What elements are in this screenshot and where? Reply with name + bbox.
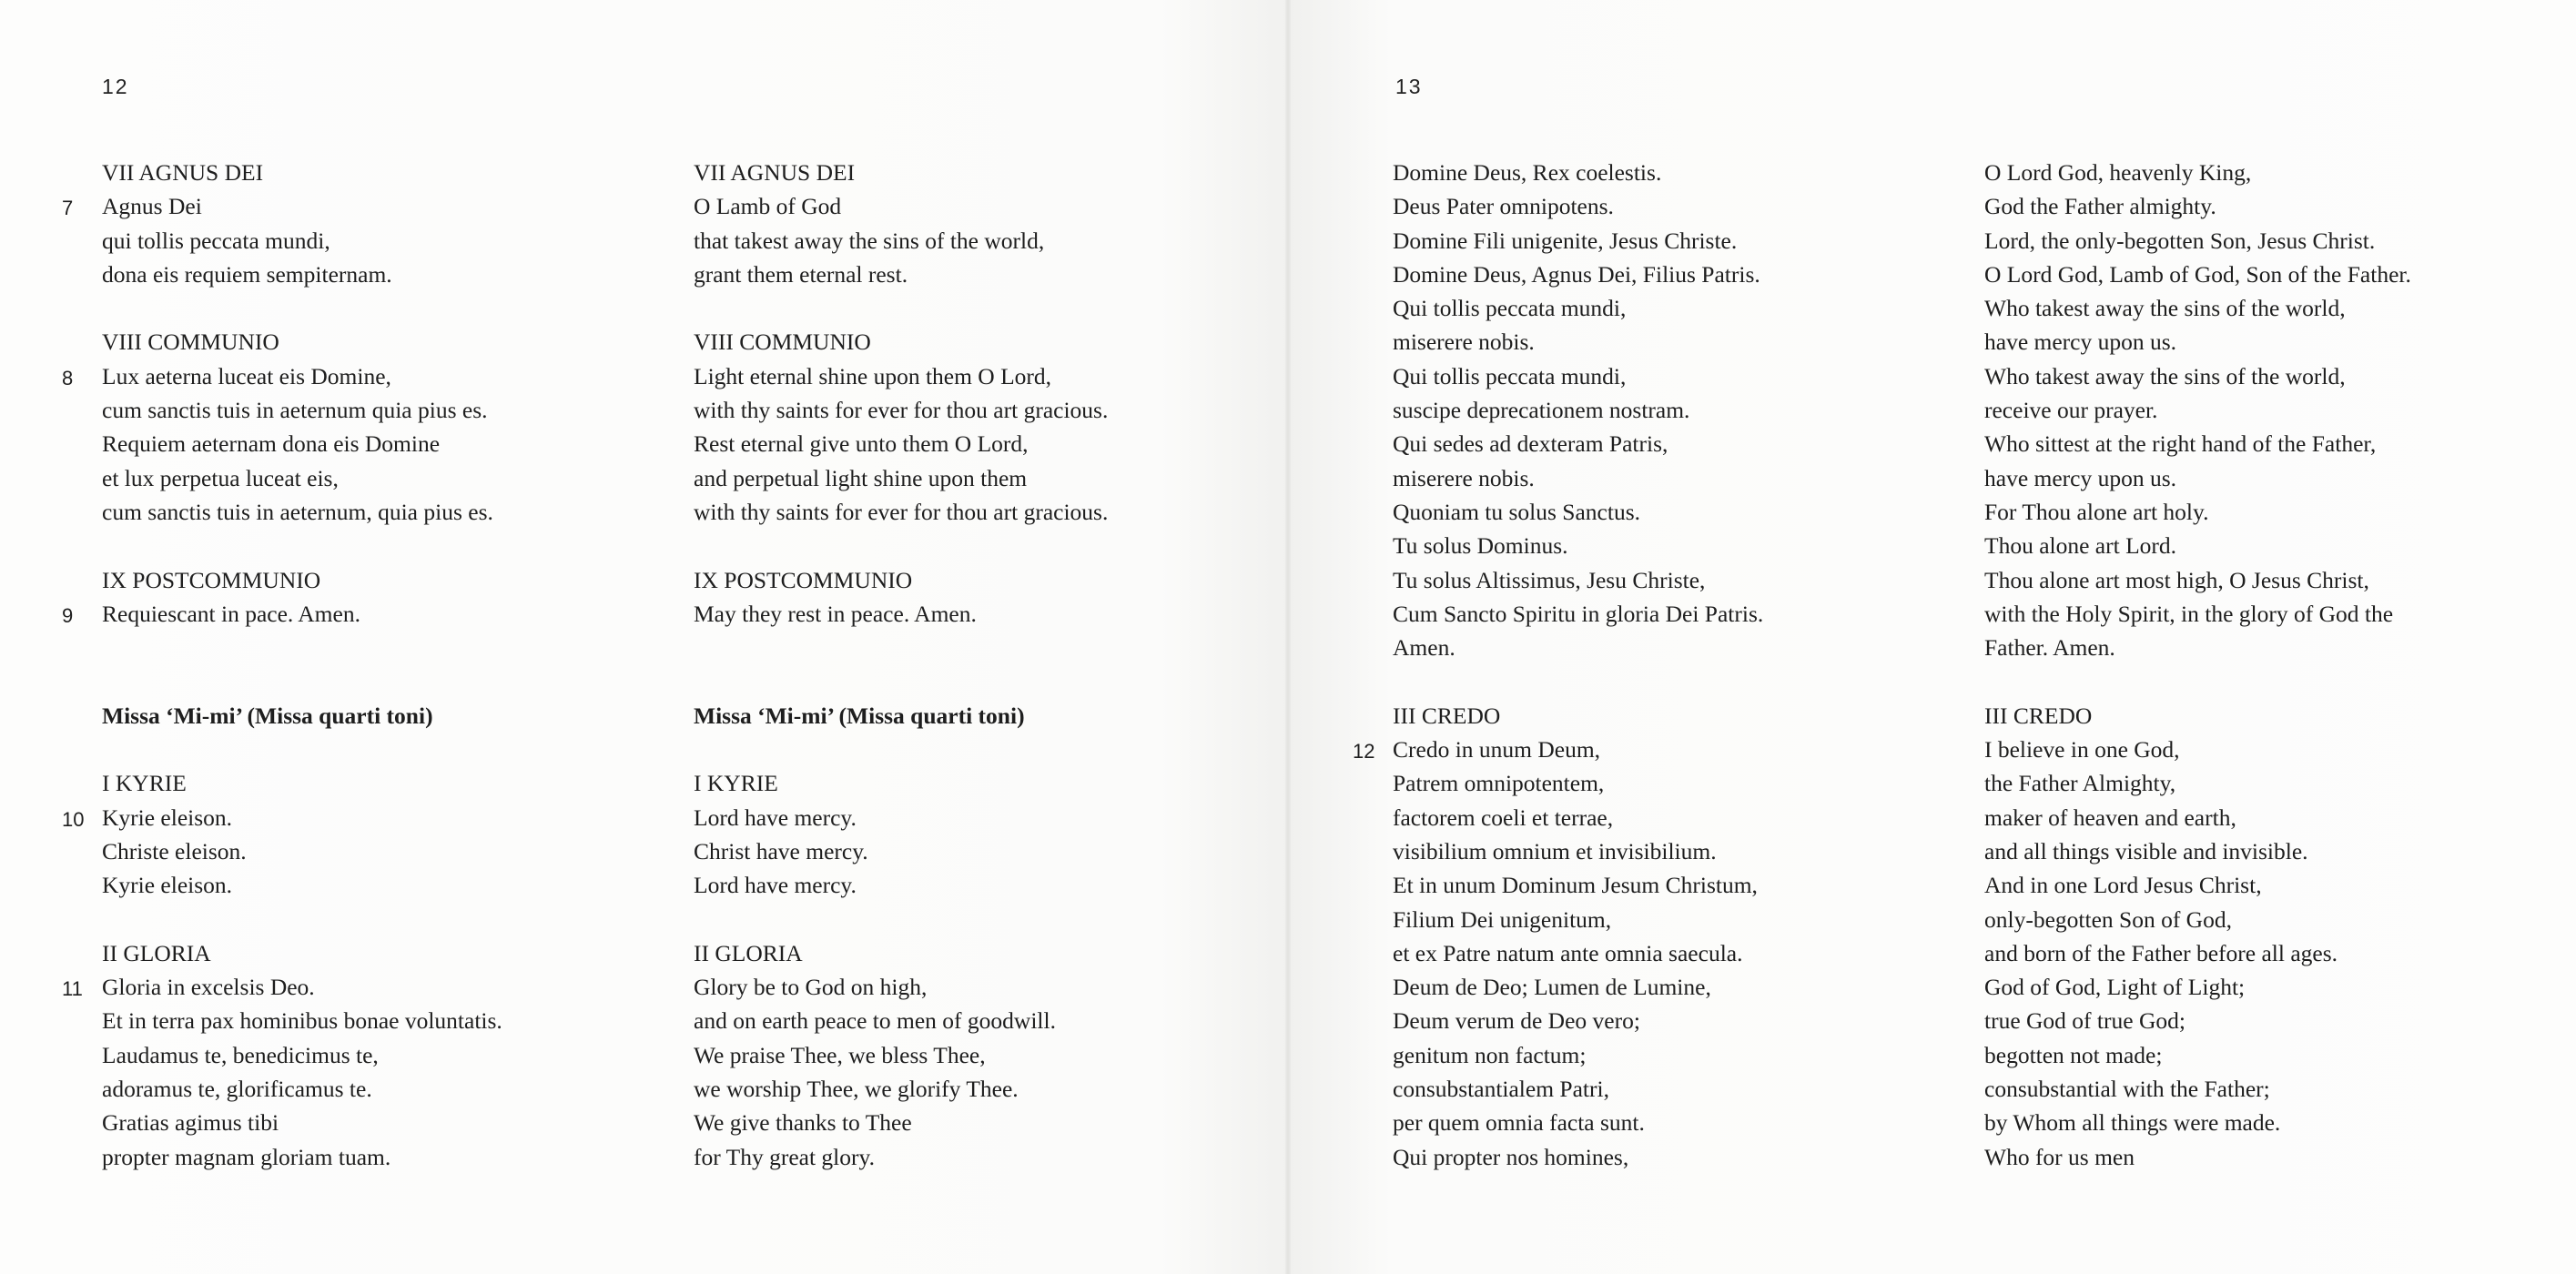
line-text: with thy saints for ever for thou art gracious. (694, 498, 1109, 525)
text-line (1984, 1038, 2411, 1072)
text-line (102, 834, 502, 868)
line-text: Credo in unum Deum, (1393, 736, 1601, 763)
line-text: dona eis requiem sempiternam. (102, 260, 392, 288)
track-number: 8 (62, 366, 74, 389)
track-number: 9 (62, 603, 74, 627)
text-line (1984, 495, 2411, 529)
line-text: VIII COMMUNIO (102, 329, 279, 356)
line-text: suscipe deprecationem nostram. (1393, 397, 1690, 424)
line-text: Qui tollis peccata mundi, (1393, 295, 1627, 322)
text-line (694, 970, 1108, 1004)
blank-line (694, 631, 1108, 664)
line-text: Who for us men (1984, 1143, 2135, 1170)
text-line (1393, 1106, 1763, 1139)
line-text: Et in terra pax hominibus bonae voluntatis. (102, 1007, 502, 1035)
page-number-right: 13 (1395, 75, 1423, 98)
line-text: For Thou alone art holy. (1984, 498, 2209, 525)
text-line (1393, 189, 1763, 223)
line-text: Thou alone art most high, O Jesus Christ, (1984, 566, 2369, 593)
text-line (1984, 393, 2411, 427)
blank-line (102, 903, 502, 936)
text-line (1984, 597, 2411, 631)
blank-line (102, 733, 502, 766)
line-text: II GLORIA (694, 939, 803, 966)
text-line (1393, 156, 1763, 189)
section-heading (102, 699, 502, 733)
text-line (1393, 291, 1763, 325)
text-line (694, 1140, 1108, 1174)
text-line (102, 325, 502, 359)
line-text: miserere nobis. (1393, 464, 1535, 491)
line-text: cum sanctis tuis in aeternum, quia pius es. (102, 498, 493, 525)
line-text: genitum non factum; (1393, 1041, 1587, 1068)
text-line (1984, 461, 2411, 495)
text-line (62, 801, 502, 834)
line-text: we worship Thee, we glorify Thee. (694, 1076, 1019, 1103)
line-text: I believe in one God, (1984, 736, 2180, 763)
text-line (102, 1072, 502, 1106)
text-line (1393, 495, 1763, 529)
blank-line (694, 903, 1108, 936)
line-text: grant them eternal rest. (694, 260, 908, 288)
line-text: maker of heaven and earth, (1984, 804, 2236, 831)
blank-line (694, 664, 1108, 698)
text-line (1984, 766, 2411, 800)
line-text: Domine Fili unigenite, Jesus Christe. (1393, 227, 1738, 254)
line-text: Light eternal shine upon them O Lord, (694, 362, 1052, 389)
text-line (1393, 766, 1763, 800)
line-text: with thy saints for ever for thou art gracious. (694, 397, 1109, 424)
line-text: Missa ‘Mi-mi’ (Missa quarti toni) (694, 702, 1025, 729)
text-line (694, 495, 1108, 529)
text-line (1393, 224, 1763, 258)
line-text: Glory be to God on high, (694, 974, 928, 1001)
text-line (1393, 834, 1763, 868)
track-number: 7 (62, 197, 74, 220)
line-text: receive our prayer. (1984, 397, 2158, 424)
text-line (694, 834, 1108, 868)
text-line (694, 563, 1108, 597)
text-line (102, 936, 502, 970)
line-text: propter magnam gloriam tuam. (102, 1143, 391, 1170)
line-text: consubstantial with the Father; (1984, 1076, 2270, 1103)
text-line (62, 970, 502, 1004)
line-text: and on earth peace to men of goodwill. (694, 1007, 1056, 1035)
line-text: Quoniam tu solus Sanctus. (1393, 498, 1640, 525)
text-line (102, 1140, 502, 1174)
line-text: Qui tollis peccata mundi, (1393, 362, 1627, 389)
text-line (694, 936, 1108, 970)
line-text: miserere nobis. (1393, 329, 1535, 356)
line-text: Who takest away the sins of the world, (1984, 362, 2346, 389)
text-line (1393, 868, 1763, 902)
text-line (62, 189, 502, 223)
text-line (1984, 868, 2411, 902)
line-text: for Thy great glory. (694, 1143, 875, 1170)
line-text: VII AGNUS DEI (102, 159, 264, 186)
line-text: visibilium omnium et invisibilium. (1393, 837, 1717, 864)
text-line (1393, 936, 1763, 970)
line-text: the Father Almighty, (1984, 770, 2176, 797)
line-text: consubstantialem Patri, (1393, 1076, 1609, 1103)
text-line (694, 766, 1108, 800)
line-text: Et in unum Dominum Jesum Christum, (1393, 872, 1758, 899)
line-text: Filium Dei unigenitum, (1393, 905, 1612, 933)
text-line (102, 427, 502, 460)
line-text: Requiescant in pace. Amen. (102, 600, 360, 627)
right-page (1288, 0, 2576, 1274)
text-line (1984, 801, 2411, 834)
text-line (102, 393, 502, 427)
line-text: IX POSTCOMMUNIO (102, 566, 321, 593)
text-line (1984, 1140, 2411, 1174)
line-text: III CREDO (1393, 702, 1501, 729)
blank-line (694, 291, 1108, 325)
line-text: et lux perpetua luceat eis, (102, 464, 339, 491)
track-number: 10 (62, 807, 85, 831)
text-line (694, 801, 1108, 834)
line-text: Gloria in excelsis Deo. (102, 974, 315, 1001)
text-line (102, 461, 502, 495)
line-text: per quem omnia facta sunt. (1393, 1109, 1645, 1137)
text-line (694, 224, 1108, 258)
line-text: qui tollis peccata mundi, (102, 227, 330, 254)
line-text: cum sanctis tuis in aeternum quia pius es. (102, 397, 488, 424)
line-text: Amen. (1393, 634, 1455, 662)
line-text: have mercy upon us. (1984, 329, 2177, 356)
text-line (1984, 1004, 2411, 1037)
text-line (694, 427, 1108, 460)
text-line (1393, 597, 1763, 631)
text-line (1393, 1140, 1763, 1174)
text-line (1393, 529, 1763, 562)
line-text: I KYRIE (694, 770, 778, 797)
text-line (1984, 291, 2411, 325)
text-line (1984, 1106, 2411, 1139)
blank-line (102, 664, 502, 698)
line-text: II GLORIA (102, 939, 211, 966)
line-text: Deum de Deo; Lumen de Lumine, (1393, 974, 1711, 1001)
text-line (1393, 1038, 1763, 1072)
line-text: adoramus te, glorificamus te. (102, 1076, 372, 1103)
line-text: Rest eternal give unto them O Lord, (694, 430, 1029, 458)
blank-line (1984, 664, 2411, 698)
left-page-english-column (694, 156, 1108, 1174)
text-line (102, 868, 502, 902)
text-line (1984, 224, 2411, 258)
line-text: III CREDO (1984, 702, 2093, 729)
text-line (1393, 563, 1763, 597)
blank-line (694, 529, 1108, 562)
text-line (694, 1106, 1108, 1139)
text-line (694, 258, 1108, 291)
text-line (62, 597, 502, 631)
text-line (1353, 733, 1763, 766)
line-text: that takest away the sins of the world, (694, 227, 1045, 254)
text-line (102, 1106, 502, 1139)
text-line (102, 156, 502, 189)
text-line (1984, 936, 2411, 970)
blank-line (102, 529, 502, 562)
text-line (1984, 1072, 2411, 1106)
blank-line (102, 631, 502, 664)
text-line (694, 156, 1108, 189)
line-text: and all things visible and invisible. (1984, 837, 2308, 864)
line-text: Lux aeterna luceat eis Domine, (102, 362, 391, 389)
text-line (1393, 393, 1763, 427)
line-text: only-begotten Son of God, (1984, 905, 2232, 933)
text-line (1984, 903, 2411, 936)
text-line (1984, 325, 2411, 359)
text-line (694, 461, 1108, 495)
blank-line (102, 291, 502, 325)
line-text: Tu solus Altissimus, Jesu Christe, (1393, 566, 1706, 593)
text-line (1393, 1004, 1763, 1037)
text-line (1393, 325, 1763, 359)
text-line (694, 359, 1108, 393)
line-text: Who takest away the sins of the world, (1984, 295, 2346, 322)
text-line (102, 224, 502, 258)
line-text: Qui sedes ad dexteram Patris, (1393, 430, 1668, 458)
text-line (694, 597, 1108, 631)
line-text: God of God, Light of Light; (1984, 974, 2246, 1001)
text-line (1984, 427, 2411, 460)
text-line (1984, 156, 2411, 189)
text-line (102, 1004, 502, 1037)
text-line (694, 1072, 1108, 1106)
line-text: Father. Amen. (1984, 634, 2115, 662)
line-text: Missa ‘Mi-mi’ (Missa quarti toni) (102, 702, 433, 729)
text-line (1984, 563, 2411, 597)
line-text: Qui propter nos homines, (1393, 1143, 1629, 1170)
text-line (1393, 699, 1763, 733)
text-line (1393, 359, 1763, 393)
text-line (694, 189, 1108, 223)
text-line (1393, 461, 1763, 495)
line-text: And in one Lord Jesus Christ, (1984, 872, 2262, 899)
line-text: et ex Patre natum ante omnia saecula. (1393, 939, 1743, 966)
line-text: Laudamus te, benedicimus te, (102, 1041, 379, 1068)
line-text: O Lord God, heavenly King, (1984, 159, 2252, 186)
page-number-left: 12 (102, 75, 129, 98)
line-text: with the Holy Spirit, in the glory of God the (1984, 600, 2394, 627)
track-number: 12 (1353, 740, 1375, 763)
line-text: Domine Deus, Agnus Dei, Filius Patris. (1393, 260, 1760, 288)
line-text: true God of true God; (1984, 1007, 2186, 1035)
line-text: O Lamb of God (694, 193, 842, 220)
line-text: Kyrie eleison. (102, 804, 233, 831)
text-line (1984, 699, 2411, 733)
text-line (694, 868, 1108, 902)
line-text: VIII COMMUNIO (694, 329, 871, 356)
line-text: Deus Pater omnipotens. (1393, 193, 1614, 220)
text-line (1984, 189, 2411, 223)
text-line (694, 325, 1108, 359)
line-text: and perpetual light shine upon them (694, 464, 1028, 491)
text-line (694, 1004, 1108, 1037)
line-text: have mercy upon us. (1984, 464, 2177, 491)
line-text: Tu solus Dominus. (1393, 532, 1568, 560)
line-text: Who sittest at the right hand of the Father, (1984, 430, 2377, 458)
line-text: Christe eleison. (102, 837, 247, 864)
line-text: factorem coeli et terrae, (1393, 804, 1614, 831)
text-line (694, 393, 1108, 427)
line-text: May they rest in peace. Amen. (694, 600, 977, 627)
text-line (102, 766, 502, 800)
line-text: O Lord God, Lamb of God, Son of the Father. (1984, 260, 2411, 288)
track-number: 11 (62, 977, 83, 1001)
left-page-latin-column (62, 156, 502, 1174)
text-line (1984, 834, 2411, 868)
line-text: Patrem omnipotentem, (1393, 770, 1605, 797)
line-text: Christ have mercy. (694, 837, 868, 864)
line-text: Cum Sancto Spiritu in gloria Dei Patris. (1393, 600, 1764, 627)
text-line (1984, 258, 2411, 291)
text-line (1984, 529, 2411, 562)
text-line (102, 1038, 502, 1072)
right-page-latin-column (1353, 156, 1764, 1174)
line-text: Lord have mercy. (694, 804, 857, 831)
line-text: Agnus Dei (102, 193, 202, 220)
section-heading (694, 699, 1108, 733)
line-text: Thou alone art Lord. (1984, 532, 2177, 560)
line-text: begotten not made; (1984, 1041, 2163, 1068)
line-text: I KYRIE (102, 770, 187, 797)
text-line (1393, 970, 1763, 1004)
text-line (1393, 631, 1763, 664)
line-text: by Whom all things were made. (1984, 1109, 2281, 1137)
text-line (1393, 258, 1763, 291)
line-text: We give thanks to Thee (694, 1109, 912, 1137)
line-text: Domine Deus, Rex coelestis. (1393, 159, 1662, 186)
line-text: Gratias agimus tibi (102, 1109, 279, 1137)
line-text: Lord have mercy. (694, 872, 857, 899)
line-text: VII AGNUS DEI (694, 159, 856, 186)
line-text: Kyrie eleison. (102, 872, 233, 899)
text-line (102, 563, 502, 597)
text-line (102, 495, 502, 529)
text-line (1393, 801, 1763, 834)
text-line (694, 1038, 1108, 1072)
text-line (1984, 970, 2411, 1004)
text-line (1984, 359, 2411, 393)
line-text: Deum verum de Deo vero; (1393, 1007, 1640, 1035)
text-line (1393, 1072, 1763, 1106)
line-text: Requiem aeternam dona eis Domine (102, 430, 441, 458)
text-line (1984, 733, 2411, 766)
book-gutter (1285, 0, 1291, 1274)
blank-line (694, 733, 1108, 766)
line-text: and born of the Father before all ages. (1984, 939, 2338, 966)
text-line (1393, 903, 1763, 936)
line-text: Lord, the only-begotten Son, Jesus Christ. (1984, 227, 2376, 254)
line-text: God the Father almighty. (1984, 193, 2216, 220)
text-line (1393, 427, 1763, 460)
line-text: IX POSTCOMMUNIO (694, 566, 913, 593)
text-line (102, 258, 502, 291)
line-text: We praise Thee, we bless Thee, (694, 1041, 986, 1068)
right-page-english-column (1984, 156, 2411, 1174)
text-line (62, 359, 502, 393)
blank-line (1393, 664, 1763, 698)
text-line (1984, 631, 2411, 664)
